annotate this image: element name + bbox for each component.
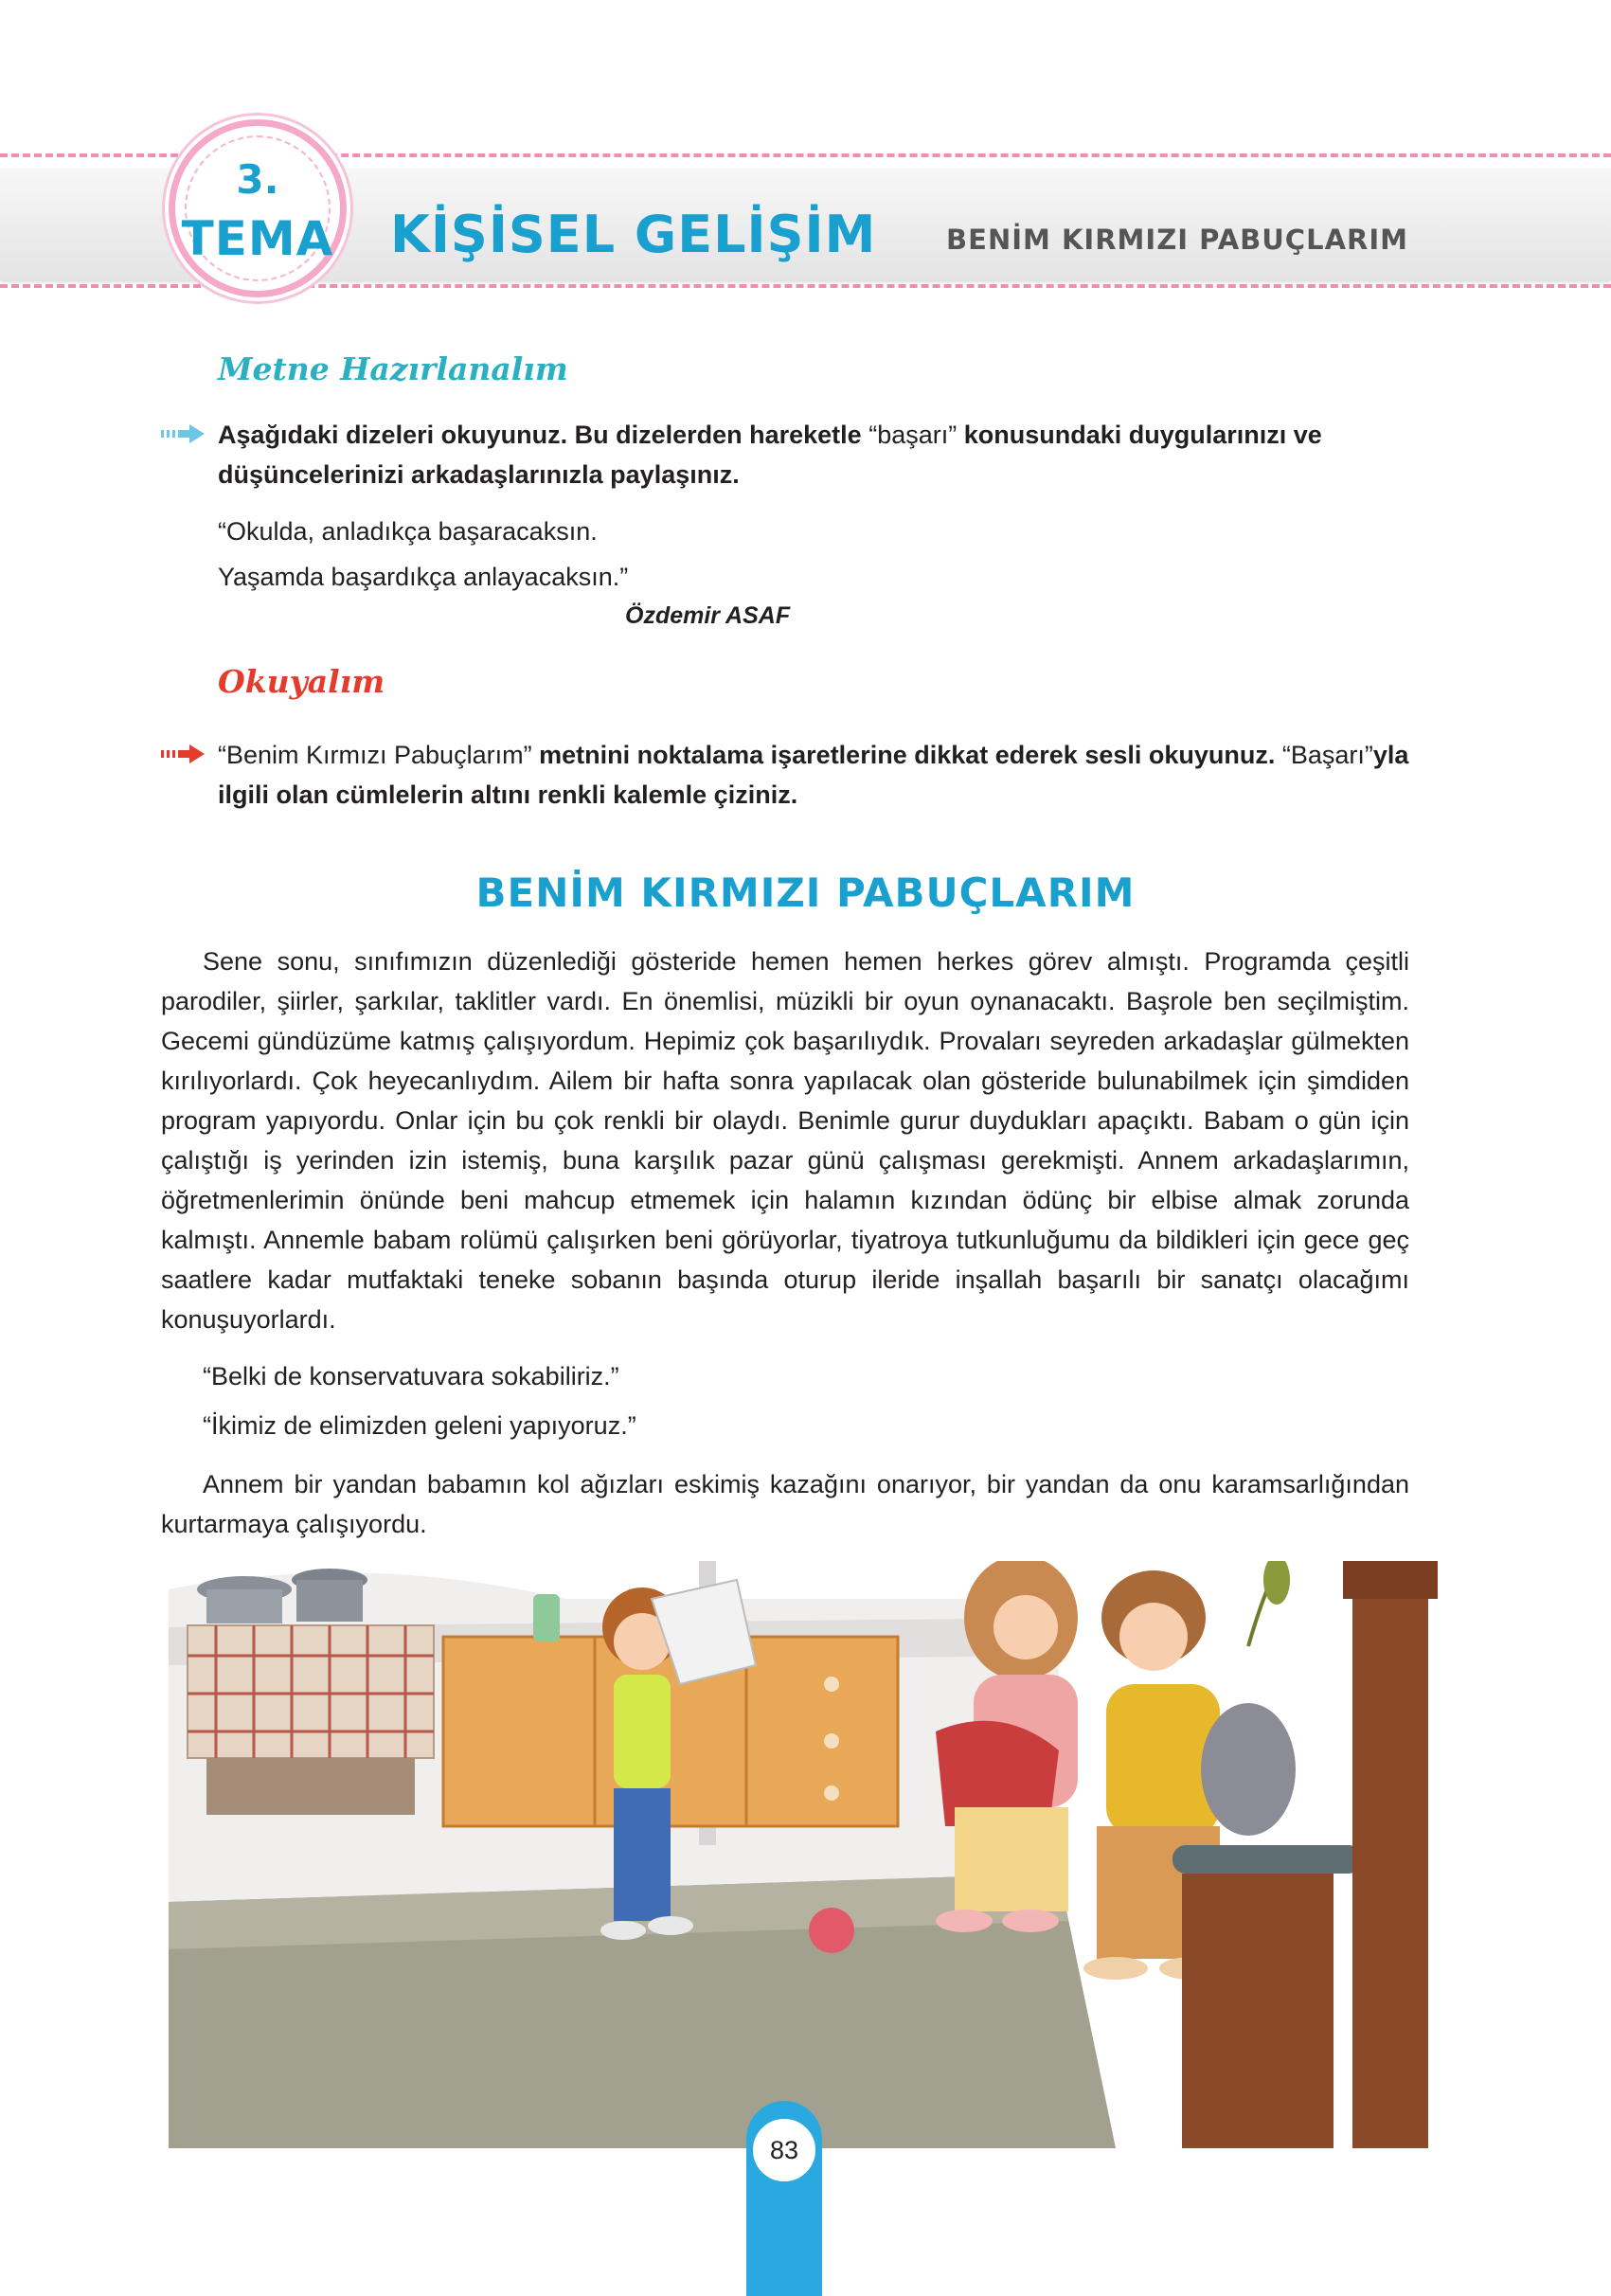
story-paragraph: Sene sonu, sınıfımızın düzenlediği gösteride hemen hemen herkes görev almıştı. Programda çeşitli parodiler, şiirler, şarkılar, taklitler vardı. En önemlisi, müzikli bir oyun oynanacaktı. Başrole ben seçilmiştim. Gecemi gündüzüme katmış çalışıyordum. Hepimiz çok başarılıydık. Provaları seyreden arkadaşlar gülmekten kırılıyorlardı. Çok heyecanlıydım. Ailem bir hafta sonra yapılacak olan gösteride bulunabilmek için şimdiden program yapıyordu. Onlar için bu çok renkli bir olaydı. Benimle gurur duydukları apaçıktı. Babam o gün için çalıştığı iş yerinden izin istemiş, buna karşılık pazar günü çalışması gerekmişti. Annem arkadaşlarımın, öğretmenlerimin önünde beni mahcup etmemek için halamın kızından ödünç bir elbise almak zorunda kalmıştı. Annemle babam rolümü çalışırken beni görüyorlar, tiyatroya tutkunluğumu da bildikleri için gece geç saatlere kadar mutfaktaki teneke sobanın başında oturup ileride inşallah başarılı bir sanatçı olacağımı konuşuyorlardı.	[161, 947, 1409, 1334]
story-title: BENİM KIRMIZI PABUÇLARIM	[475, 870, 1136, 916]
instruction-bold-part: konusundaki duygularınızı ve düşüncelerinizi arkadaşlarınızla paylaşınız.	[218, 421, 1322, 489]
instruction-bold-part: Aşağıdaki dizeleri okuyunuz. Bu dizelerden hareketle	[218, 421, 869, 449]
section-heading-prepare: Metne Hazırlanalım	[218, 350, 568, 387]
arrow-icon	[161, 424, 208, 443]
poem-author: Özdemir ASAF	[625, 602, 791, 629]
instruction-bold-part: yla ilgili olan cümlelerin altını renkli kalemle çiziniz.	[218, 741, 1409, 809]
theme-word: TEMA	[181, 211, 334, 266]
poem-line: Yaşamda başardıkça anlayacaksın.”	[218, 563, 629, 591]
page-number: 83	[750, 2116, 818, 2184]
instruction-bold-part: metnini noktalama işaretlerine dikkat ederek sesli okuyunuz.	[531, 741, 1282, 769]
theme-badge	[169, 119, 347, 297]
instruction-plain-part: “başarı”	[868, 421, 958, 449]
poem-line: “Okulda, anladıkça başaracaksın.	[218, 517, 598, 546]
story-paragraph: “İkimiz de elimizden geleni yapıyoruz.”	[203, 1411, 636, 1440]
family-illustration	[169, 1561, 1466, 2148]
instruction-plain-part: “Benim Kırmızı Pabuçlarım”	[218, 741, 532, 769]
story-paragraph: Annem bir yandan babamın kol ağızları eskimiş kazağını onarıyor, bir yandan da onu karamsarlığından kurtarmaya çalışıyordu.	[161, 1470, 1409, 1538]
page-topic: BENİM KIRMIZI PABUÇLARIM	[946, 224, 1408, 256]
theme-title: KİŞİSEL GELİŞİM	[390, 205, 877, 264]
story-paragraph: “Belki de konservatuvara sokabiliriz.”	[203, 1362, 619, 1390]
instruction-plain-part: “Başarı”	[1281, 741, 1373, 769]
instruction-read	[218, 735, 1411, 815]
section-heading-read: Okuyalım	[218, 663, 385, 700]
instruction-prepare	[218, 415, 1411, 494]
arrow-icon	[161, 744, 208, 763]
theme-number: 3.	[236, 156, 279, 203]
